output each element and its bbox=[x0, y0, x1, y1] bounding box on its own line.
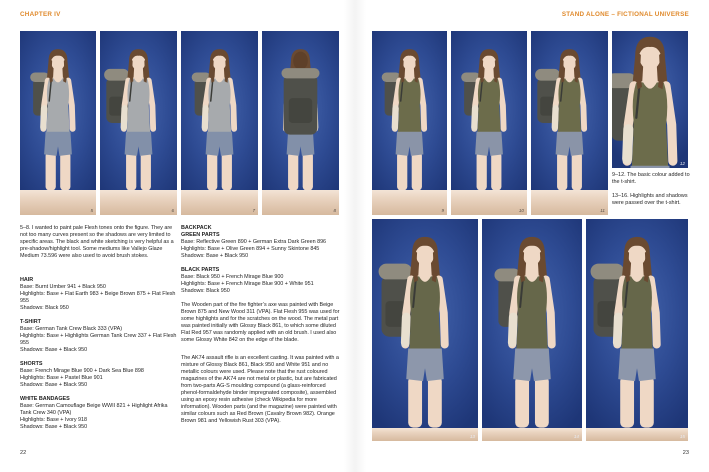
running-title-header: STAND ALONE – FICTIONAL UNIVERSE bbox=[561, 11, 689, 18]
tank-top bbox=[398, 78, 421, 134]
paint-recipe-line: Highlights: Base + Flat Earth 983 + Beige Brown 875 + Flat Flesh 955 bbox=[20, 291, 176, 304]
photo-15 bbox=[586, 219, 688, 441]
photo-7 bbox=[181, 31, 258, 215]
text-column-left bbox=[20, 225, 178, 431]
figure-illustration bbox=[181, 44, 258, 190]
leg-left bbox=[408, 376, 422, 427]
figure-illustration bbox=[372, 44, 447, 190]
leg-left bbox=[46, 152, 56, 190]
section-t-shirt bbox=[20, 319, 178, 354]
bandage bbox=[395, 108, 396, 127]
paint-recipe-line: Shadows: Base + Black 950 bbox=[20, 347, 88, 353]
tank-top bbox=[208, 78, 231, 134]
section-hair bbox=[20, 277, 178, 312]
photo-number: 11 bbox=[600, 208, 605, 213]
figure-illustration bbox=[612, 31, 688, 168]
backpack-pocket bbox=[289, 98, 312, 123]
tank-top bbox=[621, 277, 653, 352]
paint-recipe-line: Highlights: Base + French Mirage Blue 900 + White 951 bbox=[181, 281, 314, 287]
paint-recipe-line: Base: Reflective Green 890 + German Extra Dark Green 896 bbox=[181, 239, 327, 245]
figure-illustration bbox=[20, 44, 96, 190]
photo-5 bbox=[20, 31, 96, 215]
photo-13 bbox=[372, 219, 478, 441]
shorts bbox=[406, 349, 444, 382]
bandage bbox=[555, 108, 556, 127]
leg-right bbox=[428, 376, 442, 427]
leg-left bbox=[207, 152, 217, 190]
bandage bbox=[617, 317, 618, 343]
pedestal bbox=[262, 190, 339, 215]
paint-recipe-line: Base: French Mirage Blue 900 + Dark Sea Blue 898 bbox=[20, 368, 144, 374]
pedestal bbox=[482, 428, 582, 441]
photo-9 bbox=[372, 31, 447, 215]
paint-recipe-line: Base: Black 950 + French Mirage Blue 900 bbox=[181, 274, 284, 280]
shorts bbox=[44, 132, 72, 156]
leg-left bbox=[397, 152, 407, 190]
tank-top bbox=[516, 277, 548, 352]
photo-number: 9 bbox=[441, 208, 444, 213]
figure-illustration bbox=[531, 44, 608, 190]
pedestal bbox=[451, 190, 527, 215]
leg-right bbox=[491, 152, 501, 190]
figure-illustration bbox=[262, 44, 339, 190]
bandage bbox=[43, 108, 44, 127]
page-number: 23 bbox=[682, 450, 689, 456]
paint-recipe-line: Highlights: Base + Olive Green 894 + Sunny Skintone 845 bbox=[181, 246, 320, 252]
pedestal bbox=[531, 190, 608, 215]
bandage bbox=[405, 317, 406, 343]
figure-illustration bbox=[100, 44, 177, 190]
section-heading: GREEN PARTS bbox=[181, 232, 220, 238]
photo-captions bbox=[612, 172, 692, 207]
paint-recipe-line: Shadows: Base + Black 950 bbox=[20, 382, 88, 388]
intro-paragraph: 5–8. I wanted to paint pale Flesh tones onto the figure. They are not too many curves present so the shadows are very limited to specific areas. The black and white sketching is very helpful as a pre-shadow/highlight tool. Some mediums like Vallejo Glaze Medium 73.596 were also used to avoid brush stokes. bbox=[20, 225, 174, 259]
leg-right bbox=[222, 152, 232, 190]
backpack-heading: BACKPACK bbox=[181, 225, 212, 231]
bandage bbox=[474, 108, 475, 127]
chapter-header: CHAPTER IV bbox=[20, 11, 61, 18]
section-heading: WHITE BANDAGES bbox=[20, 396, 70, 402]
section-heading: BLACK PARTS bbox=[181, 267, 220, 273]
shorts bbox=[475, 132, 503, 156]
photo-number: 6 bbox=[171, 208, 174, 213]
paint-recipe-line: Highlights: Base + Highlights German Tank Crew 337 + Flat Flesh 955 bbox=[20, 333, 177, 346]
shorts bbox=[513, 349, 551, 382]
paint-recipe-line: Highlights: Base + Pastel Blue 901 bbox=[20, 375, 103, 381]
page-number: 22 bbox=[20, 450, 27, 456]
bandage bbox=[205, 108, 206, 127]
photo-number: 5 bbox=[90, 208, 93, 213]
figure-illustration bbox=[586, 230, 688, 428]
photo-8 bbox=[262, 31, 339, 215]
backpack bbox=[281, 68, 319, 135]
paint-recipe-line: Shadows: Base + Black 950 bbox=[181, 253, 249, 259]
shorts bbox=[556, 132, 584, 156]
leg-left bbox=[477, 152, 487, 190]
photo-number: 7 bbox=[252, 208, 255, 213]
section-heading: HAIR bbox=[20, 277, 34, 283]
shorts bbox=[125, 132, 153, 156]
leg-right bbox=[141, 152, 151, 190]
section-heading: T-SHIRT bbox=[20, 319, 41, 325]
bedroll bbox=[379, 264, 413, 280]
shorts bbox=[618, 349, 656, 382]
section-white-bandages bbox=[20, 396, 178, 431]
section-green-parts bbox=[181, 232, 340, 260]
leg-right bbox=[60, 152, 70, 190]
photo-11 bbox=[531, 31, 608, 215]
leg-right bbox=[303, 152, 313, 190]
photo-12 bbox=[612, 31, 688, 168]
photo-14 bbox=[482, 219, 582, 441]
tank-top bbox=[46, 78, 69, 134]
leg-right bbox=[535, 376, 549, 427]
paint-recipe-line: Shadows: Black 950 bbox=[181, 288, 230, 294]
paint-recipe-line: Base: German Camouflage Beige WWII 821 + Highlight Afrika Tank Crew 340 (VPA) bbox=[20, 403, 168, 416]
body-paragraphs bbox=[181, 302, 340, 425]
photo-number: 12 bbox=[679, 161, 685, 166]
bandage bbox=[124, 108, 125, 127]
leg-left bbox=[557, 152, 567, 190]
pedestal bbox=[372, 190, 447, 215]
shorts bbox=[396, 132, 424, 156]
caption-9-12: 9–12. The basic colour added to the t-shirt. bbox=[612, 172, 690, 185]
bedroll bbox=[591, 264, 625, 280]
bandage bbox=[512, 317, 513, 343]
text-column-right bbox=[181, 225, 340, 425]
bedroll bbox=[281, 68, 319, 78]
photo-number: 13 bbox=[469, 434, 475, 439]
photo-10 bbox=[451, 31, 527, 215]
pedestal bbox=[181, 190, 258, 215]
shorts bbox=[206, 132, 234, 156]
leg-right bbox=[572, 152, 582, 190]
paint-recipe-line: Base: Burnt Umber 941 + Black 950 bbox=[20, 284, 106, 290]
section-shorts bbox=[20, 361, 178, 389]
pedestal bbox=[372, 428, 478, 441]
photo-number: 14 bbox=[573, 434, 579, 439]
paint-recipe-line: Shadows: Base + Black 950 bbox=[20, 424, 88, 430]
figure-illustration bbox=[482, 230, 582, 428]
bedroll bbox=[535, 69, 560, 81]
tank-top bbox=[477, 78, 500, 134]
rifle-paragraph: The AK74 assault rifle is an excellent casting. It was painted with a mixture of Glossy Black 861, Black 950 and White 951 and no metallic colours were used. Please note that the rust coloured magazines of the AK74 are not metal or plastic, but are fabricated from two-parts AG-S moulding compound (a glass-reinforced phenol-formaldehyde binder impregnated composite), assembled using an epoxy resin adhesive (check Wikipedia for more information). Wooden parts (and the magazine) were painted with similar colours such as Red Brown (Cavalry Brown 982). Orange Brown 981 and Yellowish Rust 303 (VPA). bbox=[181, 355, 339, 424]
pedestal bbox=[100, 190, 177, 215]
leg-left bbox=[515, 376, 529, 427]
pedestal bbox=[586, 428, 688, 441]
photo-number: 10 bbox=[518, 208, 524, 213]
tank-top bbox=[632, 82, 669, 168]
leg-left bbox=[620, 376, 634, 427]
photo-6 bbox=[100, 31, 177, 215]
tank-top bbox=[127, 78, 150, 134]
tank-top bbox=[409, 277, 441, 352]
pedestal bbox=[20, 190, 96, 215]
figure-illustration bbox=[451, 44, 527, 190]
caption-13-16: 13–16. Highlights and shadows were passed over the t-shirt. bbox=[612, 193, 688, 206]
paint-recipe-line: Highlights: Base + Ivory 918 bbox=[20, 417, 88, 423]
head-back bbox=[293, 52, 308, 70]
bandage bbox=[627, 129, 628, 159]
tank-top bbox=[558, 78, 581, 134]
photo-number: 15 bbox=[679, 434, 685, 439]
shorts bbox=[628, 166, 671, 168]
section-black-parts bbox=[181, 267, 340, 295]
leg-left bbox=[288, 152, 298, 190]
figure-illustration bbox=[372, 230, 478, 428]
leg-left bbox=[126, 152, 136, 190]
paint-recipe-line: Shadows: Black 950 bbox=[20, 305, 69, 311]
shorts bbox=[287, 132, 315, 156]
paint-recipe-line: Base: German Tank Crew Black 333 (VPA) bbox=[20, 326, 123, 332]
leg-right bbox=[640, 376, 654, 427]
leg-right bbox=[412, 152, 422, 190]
photo-number: 8 bbox=[333, 208, 336, 213]
bedroll bbox=[104, 69, 129, 81]
book-gutter bbox=[344, 0, 366, 472]
axe-paragraph: The Wooden part of the fire fighter’s axe was painted with Beige Brown 875 and New Wood 311 (VPA). Flat Flesh 955 was used for some highlights and for the scratches on the wood. The metal part was painted initially with Glossy Black 861, to which some diluted Flat Red 957 was randomly applied with an old brush. I used also some Glossy White 842 on the edge of the blade. bbox=[181, 302, 340, 343]
section-heading: SHORTS bbox=[20, 361, 43, 367]
